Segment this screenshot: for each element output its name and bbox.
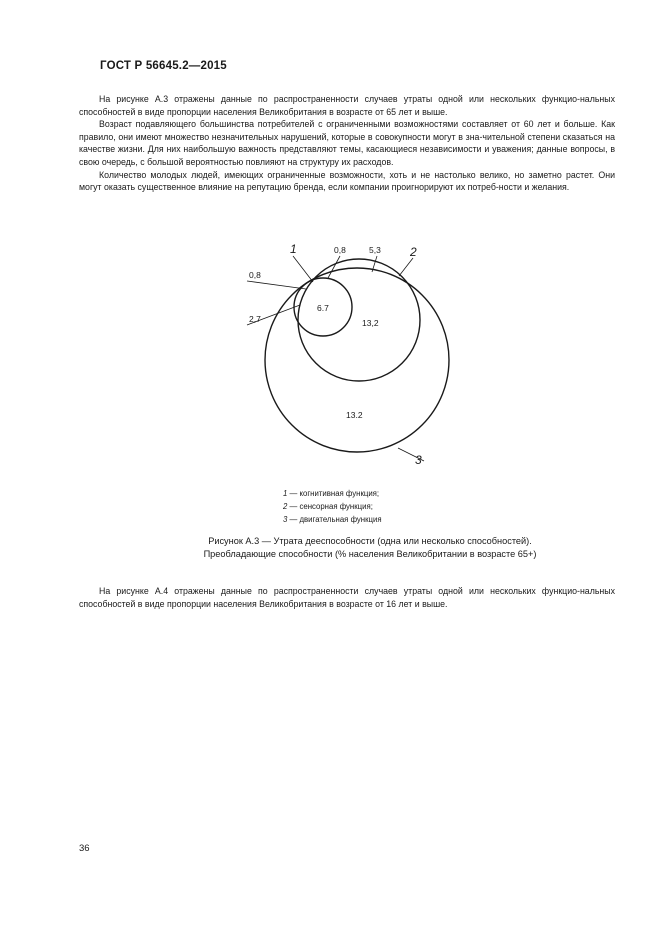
intro-text bbox=[79, 93, 615, 194]
legend-text: — когнитивная функция; bbox=[289, 489, 380, 498]
callout-1: 1 bbox=[290, 242, 297, 256]
leader-line-0-8-left bbox=[247, 281, 306, 289]
paragraph-4: На рисунке А.4 отражены данные по распространенности случаев утраты одной или нескольких функцио-нальных способностей в виде пропорции населения Великобритания в возрасте от 16 лет и выше. bbox=[79, 586, 615, 609]
circle-3-motor bbox=[265, 268, 449, 452]
legend-text: — сенсорная функция; bbox=[289, 502, 373, 511]
leader-line-1 bbox=[293, 256, 313, 282]
paragraph-3: Количество молодых людей, имеющих ограниченные возможности, хоть и не настолько велико, но заметно растет. Они могут оказать существенное влияние на репутацию бренда, если компании проигнорируют их потреб-ности и желания. bbox=[79, 169, 615, 193]
legend-text: — двигательная функция bbox=[289, 515, 382, 524]
paragraph-1: На рисунке А.3 отражены данные по распространенности случаев утраты одной или нескольких функцио-нальных способностей в виде пропорции населения Великобритания в возрасте от 65 лет и выше. bbox=[79, 94, 615, 117]
figure-legend bbox=[283, 487, 382, 526]
legend-item bbox=[283, 500, 382, 513]
figure-caption bbox=[100, 535, 640, 561]
legend-item bbox=[283, 487, 382, 500]
legend-number: 3 bbox=[283, 515, 288, 524]
value-0-8-left: 0,8 bbox=[249, 270, 261, 280]
value-13-2-inner: 13,2 bbox=[362, 318, 379, 328]
legend-number: 2 bbox=[283, 502, 288, 511]
paragraph-2: Возраст подавляющего большинства потребителей с ограниченными возможностями составляет от 60 лет и больше. Как правило, они имеют множество незначительных нарушений, которые в совокупности могут в зна-чительной степени сказаться на качестве жизни. Для них наибольшую важность представляют темы, касающиеся независимости и уважения; данные вопросы, в свою очередь, с большой вероятностью повлияют на структуру их расходов. bbox=[79, 119, 615, 167]
callout-3: 3 bbox=[415, 453, 422, 467]
value-2-7: 2,7 bbox=[249, 314, 261, 324]
value-13-2-outer: 13.2 bbox=[346, 410, 363, 420]
closing-text bbox=[79, 585, 615, 610]
document-header: ГОСТ Р 56645.2—2015 bbox=[100, 60, 227, 72]
callout-2: 2 bbox=[410, 245, 417, 259]
value-6-7: 6.7 bbox=[317, 303, 329, 313]
legend-item bbox=[283, 513, 382, 526]
value-0-8-top: 0,8 bbox=[334, 245, 346, 255]
leader-line-2 bbox=[399, 258, 413, 276]
page-number: 36 bbox=[79, 843, 90, 854]
venn-diagram bbox=[240, 240, 480, 480]
legend-number: 1 bbox=[283, 489, 288, 498]
value-5-3: 5,3 bbox=[369, 245, 381, 255]
caption-line-2: Преобладающие способности (% населения Великобритании в возрасте 65+) bbox=[203, 549, 537, 559]
caption-line-1: Рисунок А.3 — Утрата дееспособности (одна или несколько способностей). bbox=[208, 536, 532, 546]
circle-2-sensory bbox=[298, 259, 420, 381]
